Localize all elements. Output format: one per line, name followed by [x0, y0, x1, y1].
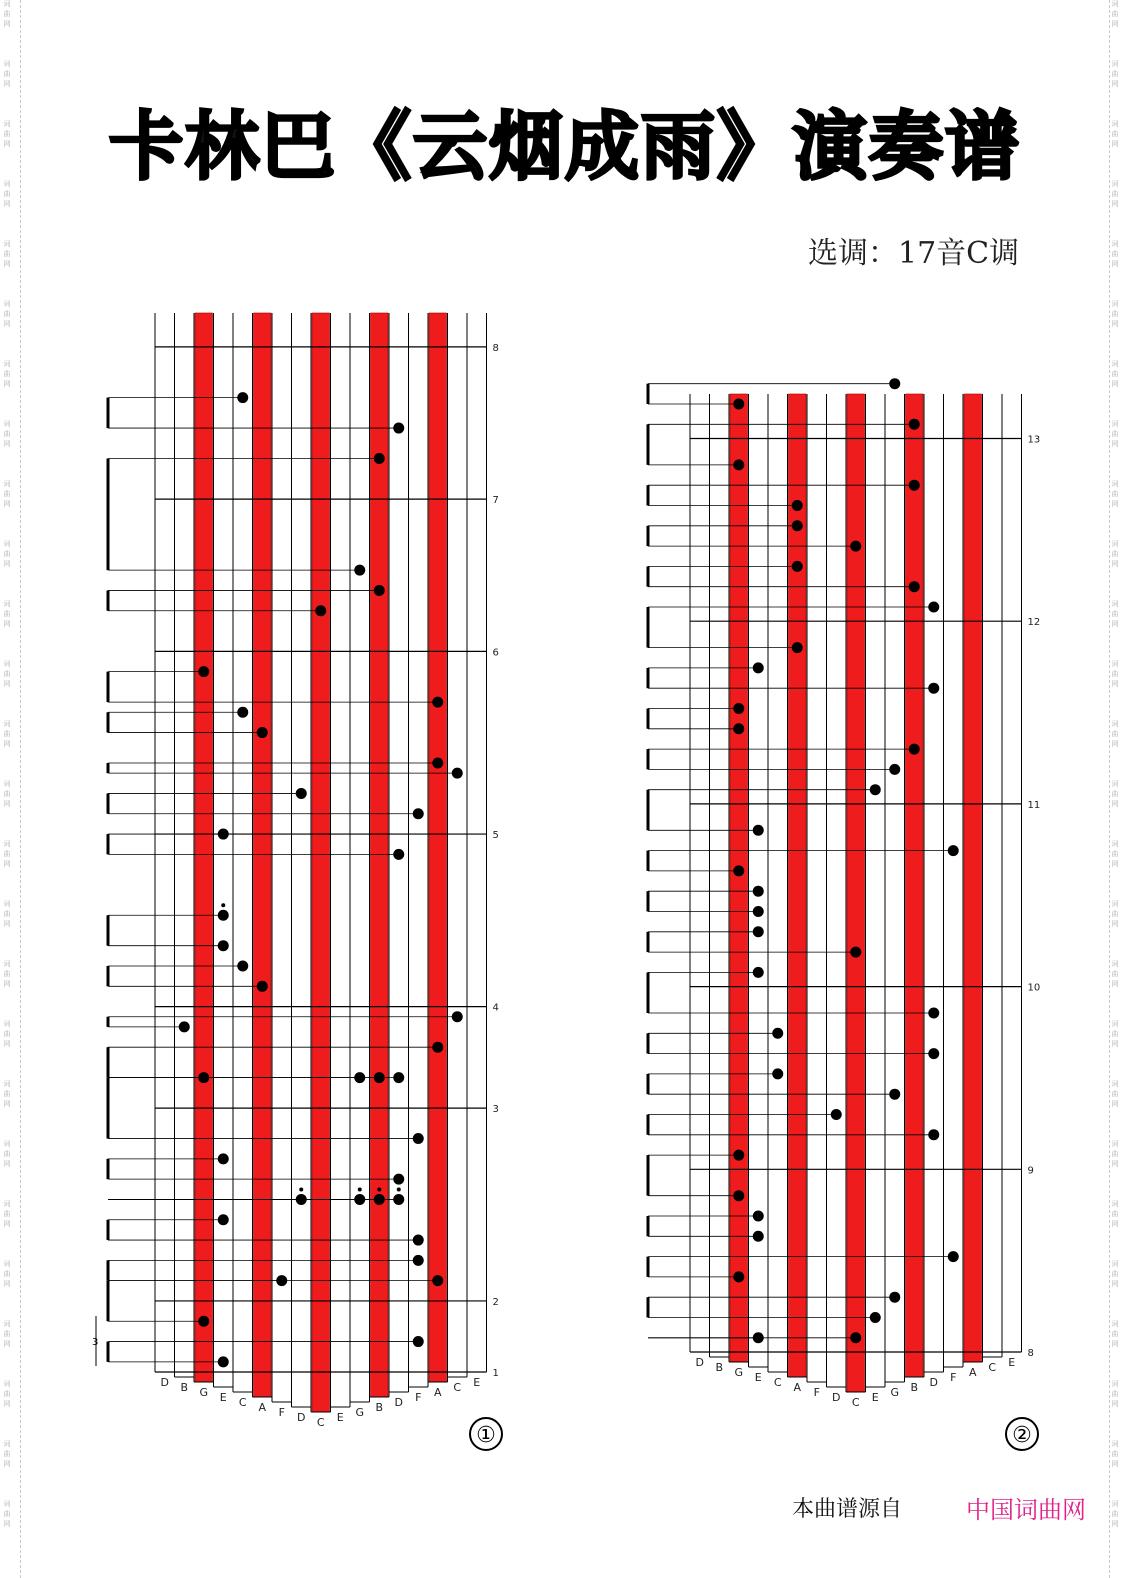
watermark-char-right: 曲 [1111, 490, 1119, 498]
watermark-char-right: 词 [1111, 540, 1119, 548]
watermark-char-right: 网 [1111, 20, 1119, 28]
measure-number: 10 [1027, 982, 1041, 994]
note-dot [792, 642, 803, 653]
watermark-char-right: 网 [1111, 920, 1119, 928]
tine-label: E [754, 1371, 762, 1384]
watermark-char-left: 网 [3, 740, 11, 748]
watermark-char-left: 曲 [3, 70, 11, 78]
note-dot [870, 1312, 881, 1323]
measure-number: 6 [492, 647, 499, 659]
tine-label: E [219, 1391, 227, 1404]
watermark-char-left: 曲 [3, 670, 11, 678]
note-dot [928, 1129, 939, 1140]
page-badge: ② [1012, 1423, 1032, 1448]
watermark-char-right: 曲 [1111, 790, 1119, 798]
footer-source-label: 本曲谱源自 [792, 1497, 903, 1522]
watermark-char-right: 词 [1111, 1380, 1119, 1388]
tine-label: D [832, 1391, 841, 1404]
page-title: 卡林巴《云烟成雨》演奏谱 [109, 104, 1021, 190]
note-dot [850, 541, 861, 552]
watermark-char-right: 词 [1111, 240, 1119, 248]
note-dot [733, 1271, 744, 1282]
watermark-char-left: 曲 [3, 790, 11, 798]
note-dot [733, 1190, 744, 1201]
note-dot [948, 845, 959, 856]
watermark-char-right: 曲 [1111, 430, 1119, 438]
tine-label: C [316, 1416, 325, 1429]
watermark-char-left: 曲 [3, 250, 11, 258]
watermark-char-right: 网 [1111, 560, 1119, 568]
watermark-char-left: 网 [3, 620, 11, 628]
measure-number: 2 [492, 1296, 499, 1308]
watermark-char-left: 网 [3, 1520, 11, 1528]
note-dot [792, 561, 803, 572]
note-dot [889, 764, 900, 775]
watermark-char-left: 网 [3, 320, 11, 328]
tine-label: C [851, 1396, 860, 1409]
note-dot [850, 1332, 861, 1343]
tine-label: E [473, 1376, 481, 1389]
watermark-char-left: 网 [3, 260, 11, 268]
watermark-char-left: 词 [3, 1380, 11, 1388]
note-dot [928, 683, 939, 694]
watermark-char-left: 词 [3, 120, 11, 128]
watermark-char-left: 曲 [3, 970, 11, 978]
red-tine [906, 394, 924, 1377]
watermark-char-left: 曲 [3, 10, 11, 18]
watermark-char-left: 词 [3, 900, 11, 908]
watermark-char-right: 网 [1111, 1160, 1119, 1168]
watermark-char-right: 曲 [1111, 1030, 1119, 1038]
watermark-char-left: 词 [3, 1500, 11, 1508]
watermark-char-right: 网 [1111, 1220, 1119, 1228]
watermark-char-right: 网 [1111, 80, 1119, 88]
watermark-char-right: 网 [1111, 140, 1119, 148]
watermark-char-left: 词 [3, 1320, 11, 1328]
watermark-char-left: 词 [3, 420, 11, 428]
watermark-char-right: 词 [1111, 660, 1119, 668]
watermark-char-right: 网 [1111, 1340, 1119, 1348]
note-dot [928, 1048, 939, 1059]
tine-label: D [695, 1356, 704, 1369]
red-tine [789, 394, 807, 1377]
tine-label: D [160, 1376, 169, 1389]
tine-label: F [813, 1386, 820, 1399]
tine-label: E [871, 1391, 879, 1404]
measure-number: 3 [492, 1104, 499, 1116]
tine-label: A [793, 1381, 802, 1394]
measure-number: 11 [1027, 799, 1041, 811]
watermark-char-left: 曲 [3, 1390, 11, 1398]
watermark-char-left: 词 [3, 960, 11, 968]
watermark-char-left: 词 [3, 720, 11, 728]
tine-label: B [910, 1381, 919, 1394]
measure-number: 12 [1027, 617, 1041, 629]
watermark-char-left: 词 [3, 840, 11, 848]
watermark-char-left: 曲 [3, 910, 11, 918]
watermark-char-right: 曲 [1111, 370, 1119, 378]
note-dot [792, 520, 803, 531]
note-dot [909, 744, 920, 755]
note-dot [928, 601, 939, 612]
tine-label: C [773, 1376, 782, 1389]
tine-label: D [394, 1396, 403, 1409]
tine-label: D [297, 1411, 306, 1424]
watermark-char-right: 网 [1111, 320, 1119, 328]
note-dot [870, 784, 881, 795]
red-tine [730, 394, 748, 1362]
watermark-char-right: 词 [1111, 600, 1119, 608]
watermark-char-left: 网 [3, 140, 11, 148]
watermark-char-left: 网 [3, 1400, 11, 1408]
watermark-char-left: 词 [3, 480, 11, 488]
watermark-char-right: 曲 [1111, 310, 1119, 318]
tuning-label: 选调：17音C调 [808, 236, 1020, 271]
tine-label: G [199, 1386, 209, 1399]
watermark-char-left: 词 [3, 1140, 11, 1148]
tine-label: C [238, 1396, 247, 1409]
note-dot [792, 500, 803, 511]
watermark-char-left: 网 [3, 20, 11, 28]
note-dot [753, 926, 764, 937]
tine-label: F [278, 1406, 285, 1419]
watermark-char-left: 网 [3, 1460, 11, 1468]
watermark-char-right: 网 [1111, 1400, 1119, 1408]
watermark-char-right: 网 [1111, 980, 1119, 988]
watermark-char-right: 网 [1111, 1280, 1119, 1288]
watermark-char-left: 词 [3, 0, 11, 8]
watermark-char-left: 词 [3, 240, 11, 248]
note-dot [733, 703, 744, 714]
tine-label: E [1008, 1356, 1016, 1369]
watermark-char-left: 词 [3, 360, 11, 368]
note-dot [733, 865, 744, 876]
watermark-char-right: 曲 [1111, 550, 1119, 558]
watermark-char-left: 词 [3, 600, 11, 608]
watermark-char-right: 网 [1111, 380, 1119, 388]
tine-label: F [950, 1371, 957, 1384]
watermark-char-left: 曲 [3, 610, 11, 618]
measure-number: 5 [492, 830, 499, 842]
tine-label: A [433, 1386, 442, 1399]
watermark-char-right: 词 [1111, 840, 1119, 848]
watermark-char-right: 曲 [1111, 610, 1119, 618]
watermark-char-left: 网 [3, 560, 11, 568]
tine-label: E [336, 1411, 344, 1424]
watermark-char-right: 词 [1111, 720, 1119, 728]
tine-label: F [415, 1391, 422, 1404]
note-dot [772, 1028, 783, 1039]
note-dot [733, 723, 744, 734]
watermark-char-right: 曲 [1111, 1210, 1119, 1218]
watermark-char-left: 曲 [3, 130, 11, 138]
tine-label: B [715, 1361, 724, 1374]
watermark-char-left: 曲 [3, 1210, 11, 1218]
watermark-char-right: 网 [1111, 500, 1119, 508]
measure-number: 1 [492, 1368, 499, 1379]
watermark-char-left: 网 [3, 980, 11, 988]
watermark-char-right: 词 [1111, 480, 1119, 488]
watermark-char-right: 词 [1111, 1020, 1119, 1028]
watermark-char-right: 词 [1111, 1320, 1119, 1328]
tine-label: D [929, 1376, 938, 1389]
watermark-char-left: 曲 [3, 310, 11, 318]
watermark-char-left: 词 [3, 660, 11, 668]
red-tine [964, 394, 982, 1362]
note-dot [753, 967, 764, 978]
note-dot [733, 1150, 744, 1161]
watermark-char-right: 曲 [1111, 1510, 1119, 1518]
watermark-char-right: 网 [1111, 800, 1119, 808]
watermark-char-left: 曲 [3, 730, 11, 738]
note-dot [753, 906, 764, 917]
watermark-char-right: 网 [1111, 740, 1119, 748]
tine-label: A [258, 1401, 267, 1414]
watermark-char-left: 网 [3, 1220, 11, 1228]
page-badge: ① [476, 1423, 496, 1448]
watermark-char-right: 词 [1111, 180, 1119, 188]
watermark-char-right: 词 [1111, 420, 1119, 428]
watermark-char-left: 曲 [3, 1510, 11, 1518]
watermark-char-right: 词 [1111, 960, 1119, 968]
note-dot [909, 480, 920, 491]
watermark-char-left: 网 [3, 80, 11, 88]
note-dot [909, 419, 920, 430]
measure-number: 4 [492, 1002, 499, 1014]
watermark-char-left: 词 [3, 1200, 11, 1208]
watermark-char-right: 曲 [1111, 1270, 1119, 1278]
watermark-char-right: 曲 [1111, 70, 1119, 78]
watermark-char-right: 词 [1111, 900, 1119, 908]
watermark-char-right: 曲 [1111, 250, 1119, 258]
note-dot [772, 1068, 783, 1079]
watermark-char-right: 曲 [1111, 190, 1119, 198]
watermark-char-right: 词 [1111, 360, 1119, 368]
watermark-char-right: 曲 [1111, 970, 1119, 978]
note-dot [831, 1109, 842, 1120]
watermark-char-right: 网 [1111, 1520, 1119, 1528]
watermark-char-left: 网 [3, 1040, 11, 1048]
watermark-char-right: 网 [1111, 260, 1119, 268]
watermark-char-right: 曲 [1111, 1450, 1119, 1458]
watermark-char-left: 网 [3, 800, 11, 808]
watermark-char-right: 词 [1111, 120, 1119, 128]
watermark-char-right: 词 [1111, 1080, 1119, 1088]
footer-site-link[interactable]: 中国词曲网 [966, 1496, 1086, 1524]
watermark-char-left: 曲 [3, 1450, 11, 1458]
tine-label: A [968, 1366, 977, 1379]
note-dot [948, 1251, 959, 1262]
tine-label: G [355, 1406, 365, 1419]
measure-number: 8 [492, 342, 499, 354]
watermark-char-left: 网 [3, 440, 11, 448]
watermark-char-right: 曲 [1111, 910, 1119, 918]
measure-number: 7 [492, 495, 499, 507]
watermark-char-left: 网 [3, 1160, 11, 1168]
watermark-char-left: 曲 [3, 1270, 11, 1278]
tine-label: C [988, 1361, 997, 1374]
note-dot [733, 398, 744, 409]
watermark-char-left: 网 [3, 380, 11, 388]
watermark-char-left: 网 [3, 200, 11, 208]
watermark-char-right: 网 [1111, 200, 1119, 208]
measure-number: 8 [1027, 1348, 1034, 1359]
note-dot [753, 1210, 764, 1221]
tine-label: G [890, 1386, 900, 1399]
watermark-char-left: 网 [3, 920, 11, 928]
watermark-char-left: 网 [3, 680, 11, 688]
watermark-char-left: 词 [3, 180, 11, 188]
watermark-char-left: 曲 [3, 1090, 11, 1098]
note-dot [909, 581, 920, 592]
watermark-char-right: 网 [1111, 1040, 1119, 1048]
watermark-char-right: 曲 [1111, 1390, 1119, 1398]
watermark-char-left: 曲 [3, 1150, 11, 1158]
watermark-char-left: 词 [3, 300, 11, 308]
triplet-number: 3 [92, 1337, 99, 1348]
watermark-char-right: 网 [1111, 440, 1119, 448]
watermark-char-right: 曲 [1111, 850, 1119, 858]
watermark-char-left: 曲 [3, 550, 11, 558]
watermark-char-right: 词 [1111, 60, 1119, 68]
note-dot [850, 947, 861, 958]
note-dot [753, 662, 764, 673]
watermark-char-left: 词 [3, 540, 11, 548]
watermark-char-right: 曲 [1111, 1090, 1119, 1098]
note-dot [889, 378, 900, 389]
tine-label: B [375, 1401, 384, 1414]
watermark-char-right: 网 [1111, 1460, 1119, 1468]
tine-label: C [453, 1381, 462, 1394]
watermark-char-left: 曲 [3, 850, 11, 858]
watermark-char-left: 曲 [3, 190, 11, 198]
watermark-char-right: 词 [1111, 1140, 1119, 1148]
watermark-char-left: 网 [3, 1100, 11, 1108]
watermark-char-left: 曲 [3, 1330, 11, 1338]
note-dot [733, 459, 744, 470]
watermark-char-left: 网 [3, 1280, 11, 1288]
watermark-char-left: 网 [3, 1340, 11, 1348]
watermark-char-right: 曲 [1111, 730, 1119, 738]
watermark-char-left: 曲 [3, 370, 11, 378]
watermark-char-left: 网 [3, 500, 11, 508]
note-dot [753, 886, 764, 897]
watermark-char-right: 曲 [1111, 670, 1119, 678]
watermark-char-left: 词 [3, 1260, 11, 1268]
watermark-char-left: 词 [3, 780, 11, 788]
note-dot [753, 1231, 764, 1242]
watermark-char-right: 曲 [1111, 1150, 1119, 1158]
watermark-char-right: 网 [1111, 860, 1119, 868]
watermark-char-right: 词 [1111, 1440, 1119, 1448]
watermark-char-left: 网 [3, 860, 11, 868]
watermark-char-right: 网 [1111, 1100, 1119, 1108]
watermark-char-right: 词 [1111, 780, 1119, 788]
watermark-char-right: 词 [1111, 1500, 1119, 1508]
tine-label: B [180, 1381, 189, 1394]
watermark-char-right: 曲 [1111, 1330, 1119, 1338]
watermark-char-right: 词 [1111, 1200, 1119, 1208]
watermark-char-right: 网 [1111, 680, 1119, 688]
watermark-char-right: 词 [1111, 300, 1119, 308]
note-dot [889, 1292, 900, 1303]
watermark-char-right: 词 [1111, 0, 1119, 8]
watermark-char-left: 词 [3, 1440, 11, 1448]
note-dot [753, 825, 764, 836]
watermark-char-right: 曲 [1111, 130, 1119, 138]
watermark-char-right: 词 [1111, 1260, 1119, 1268]
watermark-char-left: 曲 [3, 1030, 11, 1038]
watermark-char-left: 词 [3, 1020, 11, 1028]
note-dot [928, 1007, 939, 1018]
watermark-char-left: 曲 [3, 430, 11, 438]
note-dot [889, 1089, 900, 1100]
watermark-char-right: 网 [1111, 620, 1119, 628]
watermark-char-left: 曲 [3, 490, 11, 498]
tine-label: G [734, 1366, 744, 1379]
watermark-char-left: 词 [3, 1080, 11, 1088]
measure-number: 9 [1027, 1165, 1034, 1177]
watermark-char-right: 曲 [1111, 10, 1119, 18]
watermark-char-left: 词 [3, 60, 11, 68]
measure-number: 13 [1027, 434, 1041, 446]
